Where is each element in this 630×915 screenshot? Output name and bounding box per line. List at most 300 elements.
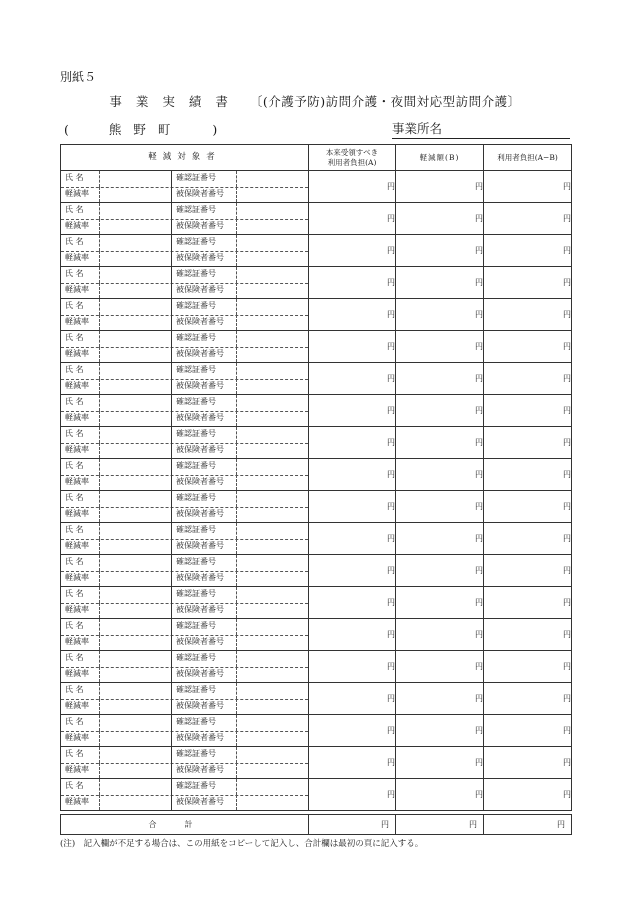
insured-no-input-area[interactable] bbox=[236, 443, 237, 459]
name-label: 氏 名 bbox=[65, 237, 84, 246]
subject-top-line bbox=[61, 395, 308, 412]
rate-input-area[interactable] bbox=[99, 443, 100, 459]
subject-cell bbox=[61, 683, 309, 715]
cert-no-label: 確認証番号 bbox=[176, 557, 216, 566]
amount-b-field[interactable]: 円 bbox=[396, 491, 484, 523]
column-divider bbox=[171, 171, 172, 187]
amount-a-field[interactable]: 円 bbox=[309, 587, 396, 619]
subject-bottom-line bbox=[61, 667, 308, 683]
cert-no-input-area[interactable] bbox=[236, 331, 237, 347]
subject-bottom-line bbox=[61, 475, 308, 491]
rate-input-area[interactable] bbox=[99, 187, 100, 203]
amount-a-field[interactable]: 円 bbox=[309, 331, 396, 363]
name-input-area[interactable] bbox=[99, 523, 100, 539]
subject-cell bbox=[61, 363, 309, 395]
table-row bbox=[61, 427, 572, 459]
header-target: 軽減対象者 bbox=[61, 145, 309, 171]
amount-b-field[interactable]: 円 bbox=[396, 459, 484, 491]
subject-cell bbox=[61, 299, 309, 331]
name-label: 氏 名 bbox=[65, 173, 84, 182]
column-divider bbox=[171, 251, 172, 267]
subject-top-line bbox=[61, 235, 308, 252]
table-row bbox=[61, 715, 572, 747]
rate-input-area[interactable] bbox=[99, 379, 100, 395]
amount-b-field[interactable]: 円 bbox=[396, 587, 484, 619]
column-divider bbox=[171, 219, 172, 235]
cert-no-input-area[interactable] bbox=[236, 203, 237, 219]
town-close-paren: ) bbox=[212, 122, 218, 137]
subject-top-line bbox=[61, 651, 308, 668]
amount-c-field[interactable]: 円 bbox=[484, 747, 572, 779]
subject-bottom-line bbox=[61, 379, 308, 395]
header-a-line1: 本来受領すべき bbox=[325, 147, 379, 157]
cert-no-input-area[interactable] bbox=[236, 555, 237, 571]
rate-label: 軽減率 bbox=[65, 188, 89, 198]
name-input-area[interactable] bbox=[99, 619, 100, 635]
column-divider bbox=[171, 363, 172, 379]
amount-c-field[interactable]: 円 bbox=[484, 203, 572, 235]
rate-input-area[interactable] bbox=[99, 731, 100, 747]
rate-input-area[interactable] bbox=[99, 283, 100, 299]
subject-top-line bbox=[61, 171, 308, 188]
column-divider bbox=[171, 507, 172, 523]
subject-bottom-line bbox=[61, 283, 308, 299]
rate-input-area[interactable] bbox=[99, 475, 100, 491]
insured-no-input-area[interactable] bbox=[236, 347, 237, 363]
column-divider bbox=[171, 619, 172, 635]
cert-no-label: 確認証番号 bbox=[176, 717, 216, 726]
record-table bbox=[60, 144, 572, 811]
name-label: 氏 名 bbox=[65, 493, 84, 502]
amount-a-field[interactable]: 円 bbox=[309, 299, 396, 331]
amount-a-field[interactable]: 円 bbox=[309, 523, 396, 555]
subject-cell bbox=[61, 459, 309, 491]
subject-bottom-line bbox=[61, 443, 308, 459]
town-field bbox=[64, 120, 217, 138]
name-label: 氏 名 bbox=[65, 205, 84, 214]
amount-b-field[interactable]: 円 bbox=[396, 523, 484, 555]
cert-no-label: 確認証番号 bbox=[176, 173, 216, 182]
column-divider bbox=[171, 379, 172, 395]
column-divider bbox=[171, 203, 172, 219]
insured-no-label: 被保険者番号 bbox=[176, 668, 224, 678]
amount-c-field[interactable]: 円 bbox=[484, 555, 572, 587]
name-input-area[interactable] bbox=[99, 363, 100, 379]
amount-c-field[interactable]: 円 bbox=[484, 395, 572, 427]
column-divider bbox=[171, 331, 172, 347]
subject-cell bbox=[61, 587, 309, 619]
name-input-area[interactable] bbox=[99, 299, 100, 315]
amount-c-field[interactable]: 円 bbox=[484, 619, 572, 651]
subject-top-line bbox=[61, 491, 308, 508]
subject-cell bbox=[61, 779, 309, 811]
insured-no-input-area[interactable] bbox=[236, 539, 237, 555]
rate-label: 軽減率 bbox=[65, 476, 89, 486]
column-divider bbox=[171, 299, 172, 315]
subject-cell bbox=[61, 651, 309, 683]
insured-no-label: 被保険者番号 bbox=[176, 316, 224, 326]
insured-no-input-area[interactable] bbox=[236, 507, 237, 523]
cert-no-input-area[interactable] bbox=[236, 267, 237, 283]
amount-c-field[interactable]: 円 bbox=[484, 715, 572, 747]
subject-cell bbox=[61, 491, 309, 523]
subject-bottom-line bbox=[61, 251, 308, 267]
rate-input-area[interactable] bbox=[99, 411, 100, 427]
cert-no-input-area[interactable] bbox=[236, 779, 237, 795]
name-label: 氏 名 bbox=[65, 301, 84, 310]
amount-a-field[interactable]: 円 bbox=[309, 651, 396, 683]
column-divider bbox=[171, 475, 172, 491]
insured-no-label: 被保険者番号 bbox=[176, 572, 224, 582]
insured-no-label: 被保険者番号 bbox=[176, 252, 224, 262]
subject-top-line bbox=[61, 523, 308, 540]
insured-no-label: 被保険者番号 bbox=[176, 636, 224, 646]
insured-no-input-area[interactable] bbox=[236, 379, 237, 395]
rate-label: 軽減率 bbox=[65, 284, 89, 294]
subject-bottom-line bbox=[61, 571, 308, 587]
subject-top-line bbox=[61, 715, 308, 732]
rate-input-area[interactable] bbox=[99, 219, 100, 235]
amount-c-field[interactable]: 円 bbox=[484, 779, 572, 811]
amount-b-field[interactable]: 円 bbox=[396, 299, 484, 331]
amount-c-field[interactable]: 円 bbox=[484, 171, 572, 203]
amount-a-field[interactable]: 円 bbox=[309, 459, 396, 491]
insured-no-input-area[interactable] bbox=[236, 219, 237, 235]
rate-label: 軽減率 bbox=[65, 444, 89, 454]
amount-c-field[interactable]: 円 bbox=[484, 587, 572, 619]
rate-label: 軽減率 bbox=[65, 508, 89, 518]
subject-top-line bbox=[61, 299, 308, 316]
cert-no-input-area[interactable] bbox=[236, 715, 237, 731]
name-label: 氏 名 bbox=[65, 685, 84, 694]
amount-c-field[interactable]: 円 bbox=[484, 235, 572, 267]
rate-input-area[interactable] bbox=[99, 507, 100, 523]
amount-a-field[interactable]: 円 bbox=[309, 555, 396, 587]
amount-b-field[interactable]: 円 bbox=[396, 779, 484, 811]
cert-no-label: 確認証番号 bbox=[176, 685, 216, 694]
name-input-area[interactable] bbox=[99, 779, 100, 795]
amount-b-field[interactable]: 円 bbox=[396, 203, 484, 235]
insured-no-label: 被保険者番号 bbox=[176, 540, 224, 550]
total-table bbox=[60, 814, 572, 835]
total-b-field[interactable]: 円 bbox=[396, 815, 484, 835]
amount-b-field[interactable]: 円 bbox=[396, 363, 484, 395]
cert-no-input-area[interactable] bbox=[236, 363, 237, 379]
total-a-field[interactable]: 円 bbox=[309, 815, 396, 835]
office-name-field[interactable] bbox=[392, 119, 570, 139]
rate-label: 軽減率 bbox=[65, 636, 89, 646]
amount-a-field[interactable]: 円 bbox=[309, 779, 396, 811]
insured-no-input-area[interactable] bbox=[236, 763, 237, 779]
name-label: 氏 名 bbox=[65, 365, 84, 374]
amount-c-field[interactable]: 円 bbox=[484, 267, 572, 299]
column-divider bbox=[171, 603, 172, 619]
name-input-area[interactable] bbox=[99, 427, 100, 443]
header-b: 軽減額(B) bbox=[396, 145, 484, 171]
rate-input-area[interactable] bbox=[99, 699, 100, 715]
name-input-area[interactable] bbox=[99, 715, 100, 731]
table-row bbox=[61, 331, 572, 363]
insured-no-label: 被保険者番号 bbox=[176, 284, 224, 294]
cert-no-input-area[interactable] bbox=[236, 523, 237, 539]
subject-cell bbox=[61, 619, 309, 651]
amount-b-field[interactable]: 円 bbox=[396, 683, 484, 715]
column-divider bbox=[171, 555, 172, 571]
cert-no-input-area[interactable] bbox=[236, 299, 237, 315]
subject-cell bbox=[61, 395, 309, 427]
amount-b-field[interactable]: 円 bbox=[396, 267, 484, 299]
subject-bottom-line bbox=[61, 347, 308, 363]
rate-input-area[interactable] bbox=[99, 571, 100, 587]
cert-no-input-area[interactable] bbox=[236, 587, 237, 603]
insured-no-input-area[interactable] bbox=[236, 187, 237, 203]
insured-no-label: 被保険者番号 bbox=[176, 796, 224, 806]
insured-no-input-area[interactable] bbox=[236, 795, 237, 811]
column-divider bbox=[171, 699, 172, 715]
cert-no-label: 確認証番号 bbox=[176, 301, 216, 310]
insured-no-label: 被保険者番号 bbox=[176, 444, 224, 454]
column-divider bbox=[171, 651, 172, 667]
amount-a-field[interactable]: 円 bbox=[309, 683, 396, 715]
amount-a-field[interactable]: 円 bbox=[309, 747, 396, 779]
cert-no-input-area[interactable] bbox=[236, 235, 237, 251]
name-input-area[interactable] bbox=[99, 555, 100, 571]
amount-c-field[interactable]: 円 bbox=[484, 427, 572, 459]
cert-no-input-area[interactable] bbox=[236, 651, 237, 667]
insured-no-label: 被保険者番号 bbox=[176, 188, 224, 198]
table-row bbox=[61, 299, 572, 331]
insured-no-input-area[interactable] bbox=[236, 731, 237, 747]
rate-label: 軽減率 bbox=[65, 700, 89, 710]
subject-cell bbox=[61, 267, 309, 299]
column-divider bbox=[171, 795, 172, 811]
cert-no-label: 確認証番号 bbox=[176, 397, 216, 406]
subject-cell bbox=[61, 427, 309, 459]
column-divider bbox=[171, 411, 172, 427]
subject-bottom-line bbox=[61, 731, 308, 747]
amount-b-field[interactable]: 円 bbox=[396, 619, 484, 651]
name-label: 氏 名 bbox=[65, 781, 84, 790]
table-row bbox=[61, 523, 572, 555]
attachment-label: 別紙５ bbox=[60, 70, 97, 84]
subject-top-line bbox=[61, 587, 308, 604]
subject-bottom-line bbox=[61, 539, 308, 555]
subject-cell bbox=[61, 715, 309, 747]
amount-c-field[interactable]: 円 bbox=[484, 651, 572, 683]
insured-no-label: 被保険者番号 bbox=[176, 220, 224, 230]
insured-no-input-area[interactable] bbox=[236, 635, 237, 651]
rate-label: 軽減率 bbox=[65, 220, 89, 230]
amount-a-field[interactable]: 円 bbox=[309, 235, 396, 267]
insured-no-label: 被保険者番号 bbox=[176, 508, 224, 518]
rate-input-area[interactable] bbox=[99, 635, 100, 651]
column-divider bbox=[171, 283, 172, 299]
name-input-area[interactable] bbox=[99, 491, 100, 507]
name-input-area[interactable] bbox=[99, 651, 100, 667]
name-input-area[interactable] bbox=[99, 459, 100, 475]
cert-no-input-area[interactable] bbox=[236, 747, 237, 763]
rate-label: 軽減率 bbox=[65, 668, 89, 678]
cert-no-label: 確認証番号 bbox=[176, 493, 216, 502]
column-divider bbox=[171, 459, 172, 475]
subject-bottom-line bbox=[61, 603, 308, 619]
subject-cell bbox=[61, 171, 309, 203]
column-divider bbox=[171, 731, 172, 747]
subject-bottom-line bbox=[61, 411, 308, 427]
cert-no-label: 確認証番号 bbox=[176, 781, 216, 790]
column-divider bbox=[171, 267, 172, 283]
name-label: 氏 名 bbox=[65, 717, 84, 726]
name-input-area[interactable] bbox=[99, 587, 100, 603]
column-divider bbox=[171, 667, 172, 683]
amount-b-field[interactable]: 円 bbox=[396, 555, 484, 587]
cert-no-label: 確認証番号 bbox=[176, 429, 216, 438]
cert-no-input-area[interactable] bbox=[236, 683, 237, 699]
cert-no-label: 確認証番号 bbox=[176, 653, 216, 662]
column-divider bbox=[171, 491, 172, 507]
name-label: 氏 名 bbox=[65, 525, 84, 534]
rate-label: 軽減率 bbox=[65, 316, 89, 326]
name-label: 氏 名 bbox=[65, 653, 84, 662]
title-main: 事業実績書 bbox=[109, 94, 242, 109]
name-input-area[interactable] bbox=[99, 395, 100, 411]
subject-bottom-line bbox=[61, 507, 308, 523]
name-input-area[interactable] bbox=[99, 747, 100, 763]
table-row bbox=[61, 747, 572, 779]
amount-a-field[interactable]: 円 bbox=[309, 427, 396, 459]
insured-no-label: 被保険者番号 bbox=[176, 604, 224, 614]
table-row bbox=[61, 203, 572, 235]
name-label: 氏 名 bbox=[65, 621, 84, 630]
insured-no-label: 被保険者番号 bbox=[176, 732, 224, 742]
subject-bottom-line bbox=[61, 795, 308, 811]
amount-a-field[interactable]: 円 bbox=[309, 171, 396, 203]
insured-no-input-area[interactable] bbox=[236, 251, 237, 267]
cert-no-label: 確認証番号 bbox=[176, 365, 216, 374]
insured-no-label: 被保険者番号 bbox=[176, 380, 224, 390]
rate-input-area[interactable] bbox=[99, 251, 100, 267]
cert-no-input-area[interactable] bbox=[236, 427, 237, 443]
subject-cell bbox=[61, 203, 309, 235]
subject-cell bbox=[61, 235, 309, 267]
subject-cell bbox=[61, 523, 309, 555]
rate-input-area[interactable] bbox=[99, 603, 100, 619]
cert-no-label: 確認証番号 bbox=[176, 269, 216, 278]
amount-b-field[interactable]: 円 bbox=[396, 427, 484, 459]
insured-no-input-area[interactable] bbox=[236, 667, 237, 683]
insured-no-label: 被保険者番号 bbox=[176, 412, 224, 422]
cert-no-input-area[interactable] bbox=[236, 459, 237, 475]
amount-c-field[interactable]: 円 bbox=[484, 299, 572, 331]
subject-top-line bbox=[61, 267, 308, 284]
amount-a-field[interactable]: 円 bbox=[309, 395, 396, 427]
name-input-area[interactable] bbox=[99, 171, 100, 187]
subject-top-line bbox=[61, 459, 308, 476]
amount-b-field[interactable]: 円 bbox=[396, 651, 484, 683]
insured-no-input-area[interactable] bbox=[236, 603, 237, 619]
subject-cell bbox=[61, 747, 309, 779]
amount-a-field[interactable]: 円 bbox=[309, 619, 396, 651]
amount-b-field[interactable]: 円 bbox=[396, 395, 484, 427]
subject-bottom-line bbox=[61, 187, 308, 203]
total-c-field[interactable]: 円 bbox=[484, 815, 572, 835]
column-divider bbox=[171, 315, 172, 331]
table-row bbox=[61, 395, 572, 427]
insured-no-input-area[interactable] bbox=[236, 411, 237, 427]
amount-b-field[interactable]: 円 bbox=[396, 747, 484, 779]
amount-c-field[interactable]: 円 bbox=[484, 491, 572, 523]
subject-top-line bbox=[61, 683, 308, 700]
name-input-area[interactable] bbox=[99, 235, 100, 251]
rate-label: 軽減率 bbox=[65, 252, 89, 262]
subject-top-line bbox=[61, 779, 308, 796]
total-label: 合計 bbox=[61, 815, 309, 835]
amount-c-field[interactable]: 円 bbox=[484, 363, 572, 395]
column-divider bbox=[171, 683, 172, 699]
rate-input-area[interactable] bbox=[99, 347, 100, 363]
amount-a-field[interactable]: 円 bbox=[309, 203, 396, 235]
cert-no-label: 確認証番号 bbox=[176, 525, 216, 534]
column-divider bbox=[171, 779, 172, 795]
amount-a-field[interactable]: 円 bbox=[309, 363, 396, 395]
cert-no-input-area[interactable] bbox=[236, 491, 237, 507]
header-a-line2: 利用者負担(A) bbox=[327, 157, 377, 167]
insured-no-input-area[interactable] bbox=[236, 699, 237, 715]
subject-bottom-line bbox=[61, 219, 308, 235]
column-divider bbox=[171, 427, 172, 443]
table-row bbox=[61, 587, 572, 619]
name-input-area[interactable] bbox=[99, 683, 100, 699]
rate-input-area[interactable] bbox=[99, 315, 100, 331]
name-input-area[interactable] bbox=[99, 203, 100, 219]
name-input-area[interactable] bbox=[99, 267, 100, 283]
insured-no-label: 被保険者番号 bbox=[176, 476, 224, 486]
amount-a-field[interactable]: 円 bbox=[309, 715, 396, 747]
rate-label: 軽減率 bbox=[65, 764, 89, 774]
rate-input-area[interactable] bbox=[99, 539, 100, 555]
cert-no-input-area[interactable] bbox=[236, 395, 237, 411]
table-row bbox=[61, 651, 572, 683]
amount-b-field[interactable]: 円 bbox=[396, 715, 484, 747]
rate-input-area[interactable] bbox=[99, 795, 100, 811]
cert-no-input-area[interactable] bbox=[236, 619, 237, 635]
cert-no-label: 確認証番号 bbox=[176, 461, 216, 470]
subject-bottom-line bbox=[61, 763, 308, 779]
subject-top-line bbox=[61, 427, 308, 444]
subject-top-line bbox=[61, 747, 308, 764]
insured-no-input-area[interactable] bbox=[236, 315, 237, 331]
insured-no-input-area[interactable] bbox=[236, 571, 237, 587]
name-input-area[interactable] bbox=[99, 331, 100, 347]
amount-c-field[interactable]: 円 bbox=[484, 523, 572, 555]
table-row bbox=[61, 171, 572, 203]
cert-no-input-area[interactable] bbox=[236, 171, 237, 187]
amount-b-field[interactable]: 円 bbox=[396, 331, 484, 363]
amount-b-field[interactable]: 円 bbox=[396, 171, 484, 203]
column-divider bbox=[171, 747, 172, 763]
rate-input-area[interactable] bbox=[99, 667, 100, 683]
amount-b-field[interactable]: 円 bbox=[396, 235, 484, 267]
table-row bbox=[61, 555, 572, 587]
amount-a-field[interactable]: 円 bbox=[309, 491, 396, 523]
rate-input-area[interactable] bbox=[99, 763, 100, 779]
amount-c-field[interactable]: 円 bbox=[484, 331, 572, 363]
insured-no-input-area[interactable] bbox=[236, 475, 237, 491]
amount-a-field[interactable]: 円 bbox=[309, 267, 396, 299]
amount-c-field[interactable]: 円 bbox=[484, 459, 572, 491]
amount-c-field[interactable]: 円 bbox=[484, 683, 572, 715]
insured-no-input-area[interactable] bbox=[236, 283, 237, 299]
